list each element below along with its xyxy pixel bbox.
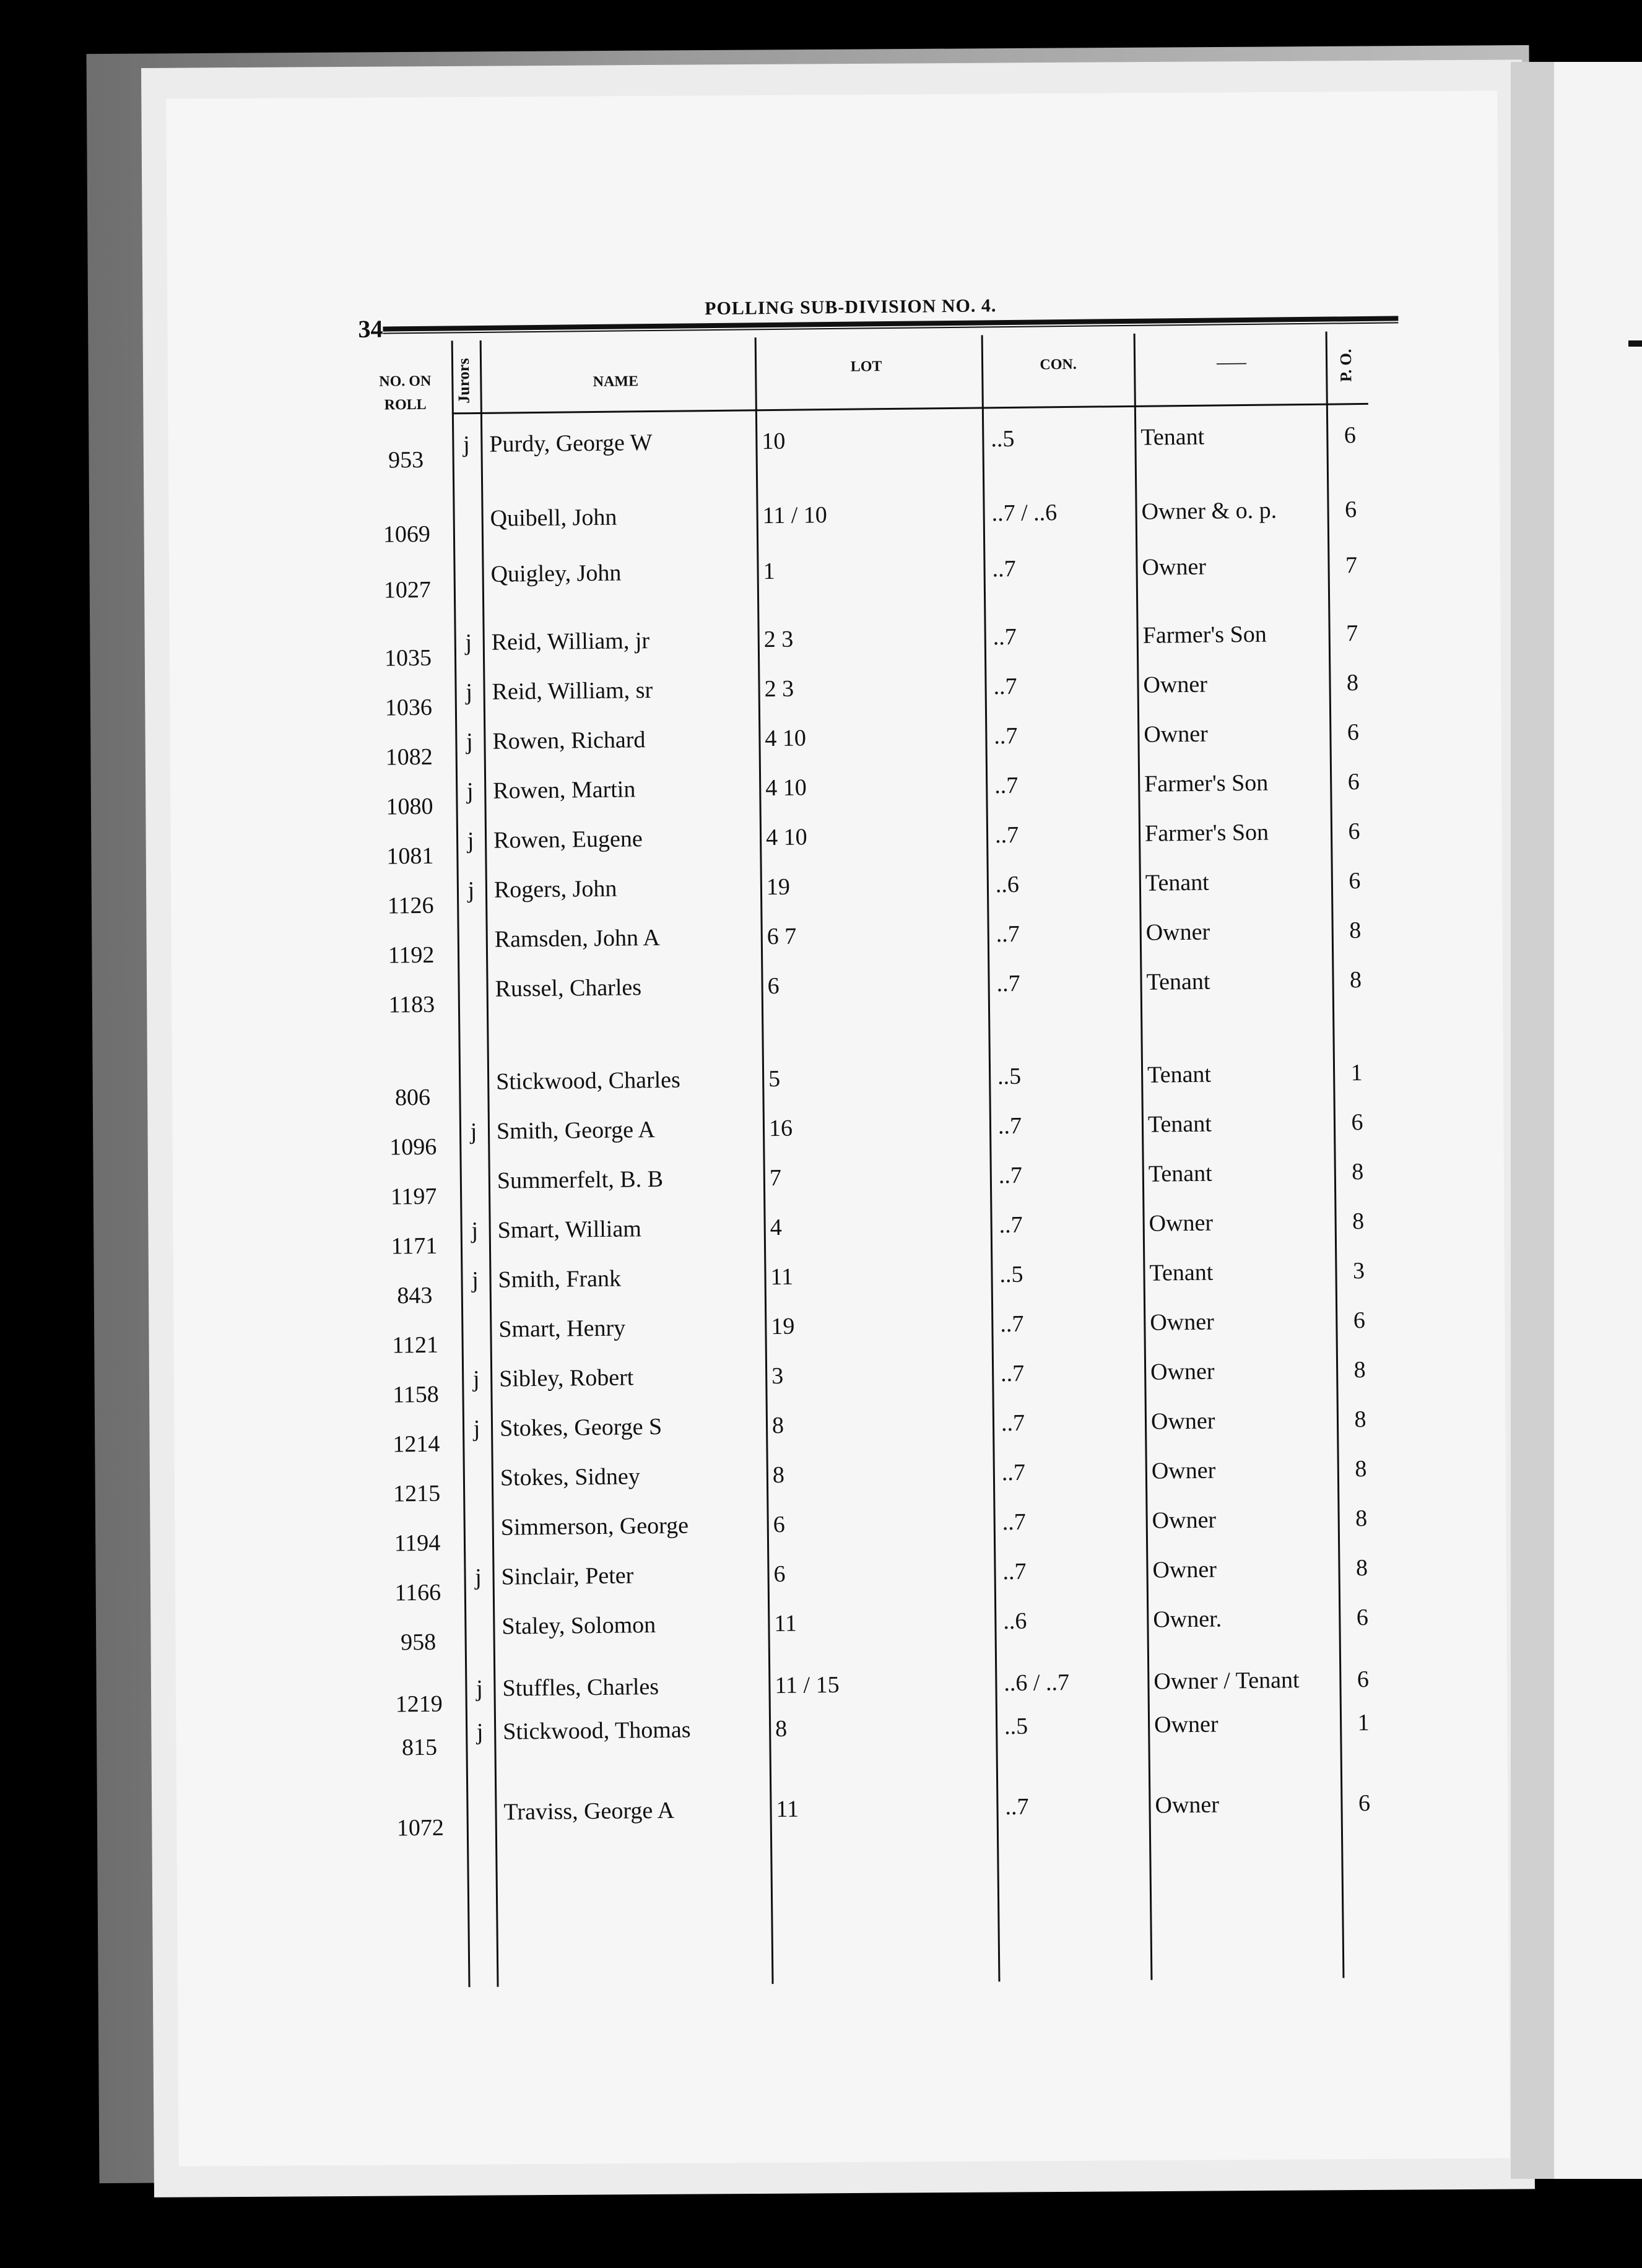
- row-number: 1081: [386, 842, 434, 870]
- row-po: 8: [1355, 1505, 1368, 1532]
- header-name: NAME: [593, 373, 639, 391]
- register-row: [363, 818, 1379, 870]
- row-occupation: Owner: [1149, 1210, 1214, 1237]
- register-row: [367, 1109, 1383, 1161]
- row-number: 1027: [383, 576, 432, 604]
- row-lot: 11 / 10: [762, 502, 828, 529]
- running-head: POLLING SUB-DIVISION NO. 4.: [704, 295, 997, 319]
- row-po: 6: [1349, 868, 1361, 894]
- register-row: [368, 1257, 1384, 1309]
- row-po: 8: [1349, 917, 1362, 944]
- register-row: [360, 496, 1376, 548]
- row-con: ..6 / ..7: [1004, 1669, 1070, 1697]
- row-occupation: Owner: [1155, 1791, 1220, 1819]
- row-po: 8: [1346, 670, 1359, 696]
- row-number: 1215: [393, 1480, 441, 1507]
- row-lot: 8: [771, 1412, 784, 1439]
- row-con: ..7: [1002, 1508, 1026, 1536]
- row-occupation: Owner: [1152, 1507, 1217, 1534]
- row-lot: 6: [767, 972, 780, 1000]
- row-lot: 16: [768, 1115, 793, 1142]
- row-con: ..7: [994, 722, 1018, 750]
- row-name: Smith, George A: [496, 1117, 656, 1145]
- row-lot: 19: [766, 873, 791, 901]
- row-name: Stuffles, Charles: [502, 1674, 659, 1702]
- row-juror-mark: j: [463, 431, 470, 458]
- header-rule: [452, 403, 1368, 414]
- row-lot: 8: [775, 1715, 788, 1742]
- row-occupation: Tenant: [1140, 423, 1205, 451]
- row-lot: 6: [773, 1511, 785, 1538]
- register-row: [372, 1666, 1388, 1718]
- row-lot: 11: [776, 1796, 799, 1823]
- row-juror-mark: j: [476, 1676, 483, 1702]
- row-occupation: Owner: [1150, 1358, 1215, 1385]
- row-name: Traviss, George A: [503, 1797, 675, 1825]
- row-occupation: Farmer's Son: [1144, 819, 1269, 847]
- facing-page-mark: [1628, 340, 1642, 347]
- row-juror-mark: j: [466, 679, 473, 706]
- row-name: Rogers, John: [493, 875, 617, 903]
- row-name: Sibley, Robert: [499, 1364, 634, 1392]
- row-po: 8: [1352, 1159, 1364, 1185]
- row-occupation: Owner: [1142, 553, 1207, 581]
- row-number: 1082: [385, 743, 433, 771]
- row-occupation: Owner: [1144, 721, 1209, 748]
- row-lot: 6: [773, 1560, 786, 1588]
- row-lot: 4 10: [765, 774, 807, 802]
- row-con: ..7: [997, 1112, 1022, 1140]
- row-juror-mark: j: [472, 1366, 480, 1393]
- row-number: 806: [394, 1084, 431, 1111]
- header-no-on-roll: NO. ON ROLL: [379, 373, 432, 413]
- row-occupation: Farmer's Son: [1144, 769, 1269, 797]
- row-number: 1194: [394, 1530, 441, 1557]
- row-occupation: Owner: [1145, 919, 1210, 946]
- row-name: Reid, William, sr: [492, 677, 653, 705]
- row-number: 958: [400, 1629, 437, 1656]
- row-juror-mark: j: [467, 828, 474, 854]
- row-juror-mark: j: [475, 1564, 482, 1591]
- facing-page: [1511, 62, 1642, 2179]
- register-row: [367, 1158, 1383, 1210]
- row-name: Smart, Henry: [498, 1315, 626, 1343]
- row-lot: 11: [770, 1263, 794, 1291]
- row-po: 6: [1348, 818, 1360, 845]
- row-name: Sinclair, Peter: [501, 1562, 634, 1590]
- header-lot: LOT: [850, 358, 882, 375]
- row-con: ..7 / ..6: [991, 500, 1058, 527]
- row-lot: 4: [770, 1214, 782, 1241]
- row-number: 1171: [391, 1232, 438, 1260]
- row-number: 1096: [389, 1133, 437, 1161]
- row-name: Rowen, Eugene: [493, 826, 643, 854]
- register-row: [362, 669, 1378, 721]
- row-occupation: Farmer's Son: [1142, 621, 1267, 649]
- row-lot: 2 3: [763, 626, 794, 653]
- row-number: 1166: [394, 1579, 441, 1606]
- row-number: 1035: [384, 644, 432, 672]
- row-occupation: Tenant: [1148, 1160, 1212, 1187]
- row-name: Summerfelt, B. B: [497, 1166, 664, 1194]
- row-con: ..7: [992, 555, 1016, 582]
- row-con: ..7: [994, 821, 1019, 849]
- page-number: 34: [358, 314, 383, 343]
- row-name: Purdy, George W: [489, 430, 653, 457]
- register-row: [367, 1208, 1383, 1260]
- row-lot: 2 3: [764, 675, 794, 703]
- row-po: 6: [1353, 1307, 1366, 1334]
- row-po: 6: [1356, 1604, 1369, 1631]
- row-con: ..5: [991, 425, 1015, 452]
- register-row: [360, 552, 1376, 604]
- register-row: [371, 1505, 1387, 1557]
- row-con: ..7: [993, 673, 1017, 700]
- row-po: 8: [1354, 1406, 1366, 1433]
- row-po: 6: [1347, 719, 1360, 746]
- row-lot: 1: [763, 558, 775, 585]
- header-po-label: P. O.: [1336, 348, 1355, 383]
- row-name: Staley, Solomon: [502, 1612, 656, 1640]
- row-occupation: Owner / Tenant: [1153, 1667, 1300, 1695]
- register-sheet: [358, 292, 1391, 2023]
- row-name: Simmerson, George: [500, 1512, 689, 1541]
- row-con: ..5: [1004, 1713, 1028, 1740]
- register-row: [365, 917, 1381, 969]
- row-con: ..7: [994, 772, 1019, 799]
- row-occupation: Owner & o. p.: [1141, 497, 1277, 525]
- row-number: 1126: [387, 892, 434, 919]
- row-juror-mark: j: [471, 1218, 479, 1244]
- row-con: ..7: [1001, 1459, 1026, 1486]
- row-name: Rowen, Richard: [492, 727, 646, 755]
- row-name: Smith, Frank: [498, 1265, 622, 1293]
- row-juror-mark: j: [470, 1119, 477, 1145]
- row-con: ..7: [1000, 1360, 1025, 1387]
- row-name: Ramsden, John A: [494, 924, 661, 953]
- row-po: 6: [1344, 422, 1357, 449]
- row-con: ..5: [997, 1063, 1022, 1090]
- row-con: ..7: [993, 623, 1017, 651]
- row-name: Stickwood, Charles: [495, 1067, 681, 1095]
- row-po: 6: [1347, 769, 1360, 795]
- row-po: 8: [1355, 1456, 1367, 1482]
- row-number: 815: [401, 1734, 438, 1761]
- row-lot: 7: [769, 1164, 782, 1192]
- register-row: [373, 1709, 1389, 1761]
- row-name: Russel, Charles: [495, 974, 642, 1002]
- register-row: [362, 620, 1378, 672]
- row-juror-mark: j: [465, 630, 472, 656]
- row-number: 1036: [384, 694, 433, 721]
- row-number: 1121: [392, 1331, 439, 1359]
- row-po: 8: [1349, 967, 1362, 993]
- row-con: ..7: [1001, 1409, 1025, 1437]
- register-row: [371, 1604, 1388, 1656]
- row-juror-mark: j: [467, 877, 475, 904]
- row-name: Stickwood, Thomas: [502, 1716, 691, 1745]
- row-number: 1192: [388, 941, 435, 969]
- row-occupation: Tenant: [1146, 968, 1210, 995]
- row-con: ..7: [998, 1162, 1023, 1189]
- register-row: [368, 1307, 1384, 1359]
- row-lot: 19: [771, 1313, 795, 1340]
- row-name: Smart, William: [497, 1216, 642, 1244]
- row-juror-mark: j: [476, 1719, 484, 1746]
- row-name: Quigley, John: [490, 560, 622, 587]
- header-po: [1331, 331, 1362, 400]
- row-juror-mark: j: [472, 1267, 479, 1294]
- row-po: 1: [1350, 1060, 1363, 1086]
- row-occupation: Owner: [1150, 1408, 1215, 1435]
- row-con: ..6: [995, 871, 1020, 898]
- row-lot: 3: [771, 1362, 784, 1390]
- register-row: [362, 719, 1378, 771]
- row-con: ..7: [1000, 1310, 1024, 1338]
- row-lot: 4 10: [765, 725, 807, 752]
- row-po: 6: [1358, 1790, 1371, 1817]
- row-lot: 11: [774, 1610, 797, 1637]
- row-po: 3: [1352, 1258, 1365, 1284]
- row-po: 8: [1355, 1555, 1368, 1582]
- row-occupation: Owner: [1143, 671, 1208, 698]
- register-row: [365, 966, 1381, 1018]
- row-number: 1197: [390, 1183, 437, 1210]
- row-po: 6: [1351, 1109, 1363, 1136]
- row-number: 1183: [388, 991, 435, 1018]
- row-occupation: Tenant: [1145, 869, 1209, 896]
- row-po: 1: [1357, 1710, 1370, 1736]
- row-number: 1214: [393, 1430, 440, 1458]
- row-name: Reid, William, jr: [491, 628, 650, 656]
- register-row: [369, 1356, 1385, 1408]
- row-con: ..5: [999, 1261, 1023, 1288]
- row-po: 8: [1353, 1357, 1366, 1383]
- row-lot: 6 7: [767, 923, 797, 950]
- row-juror-mark: j: [466, 729, 473, 755]
- register-row: [359, 422, 1375, 474]
- row-po: 8: [1352, 1208, 1365, 1235]
- row-con: ..6: [1003, 1608, 1027, 1635]
- row-lot: 8: [772, 1461, 785, 1489]
- row-lot: 5: [768, 1065, 781, 1093]
- row-occupation: Tenant: [1147, 1061, 1212, 1088]
- row-occupation: Owner: [1151, 1457, 1216, 1484]
- header-jurors-label: Jurors: [454, 358, 473, 404]
- row-juror-mark: j: [466, 778, 474, 805]
- header-con: CON.: [1040, 356, 1077, 373]
- row-number: 1219: [395, 1690, 443, 1718]
- register-row: [363, 768, 1379, 820]
- row-number: 843: [397, 1282, 433, 1309]
- row-po: 7: [1345, 552, 1358, 579]
- header-occupation: ——: [1216, 354, 1247, 371]
- row-number: 1158: [392, 1381, 440, 1408]
- row-name: Rowen, Martin: [493, 776, 636, 804]
- row-po: 7: [1345, 620, 1358, 647]
- register-row: [364, 867, 1380, 919]
- row-lot: 4 10: [765, 824, 807, 851]
- row-juror-mark: j: [473, 1416, 480, 1442]
- row-con: ..7: [1002, 1558, 1027, 1585]
- row-number: 1072: [396, 1814, 445, 1842]
- row-lot: 11 / 15: [775, 1671, 840, 1699]
- row-po: 6: [1344, 496, 1357, 523]
- register-row: [373, 1790, 1389, 1842]
- row-con: ..7: [999, 1211, 1023, 1239]
- row-occupation: Owner.: [1153, 1606, 1222, 1633]
- row-con: ..7: [996, 920, 1020, 948]
- row-occupation: Owner: [1152, 1556, 1217, 1583]
- row-number: 1080: [386, 793, 433, 820]
- row-occupation: Owner: [1153, 1711, 1218, 1738]
- row-occupation: Owner: [1150, 1309, 1214, 1336]
- row-name: Stokes, George S: [499, 1413, 662, 1442]
- row-occupation: Tenant: [1149, 1259, 1214, 1286]
- row-lot: 10: [762, 428, 786, 455]
- register-row: [371, 1554, 1387, 1606]
- row-number: 1069: [383, 521, 431, 548]
- facing-page-inner: [1554, 62, 1642, 2179]
- row-name: Quibell, John: [490, 504, 617, 532]
- register-row: [366, 1059, 1382, 1111]
- row-po: 6: [1357, 1666, 1370, 1693]
- register-row: [370, 1406, 1386, 1458]
- row-number: 953: [388, 446, 424, 474]
- row-con: ..7: [996, 970, 1020, 997]
- register-row: [370, 1455, 1386, 1507]
- row-con: ..7: [1005, 1793, 1029, 1820]
- row-occupation: Tenant: [1147, 1110, 1212, 1138]
- row-name: Stokes, Sidney: [500, 1463, 641, 1491]
